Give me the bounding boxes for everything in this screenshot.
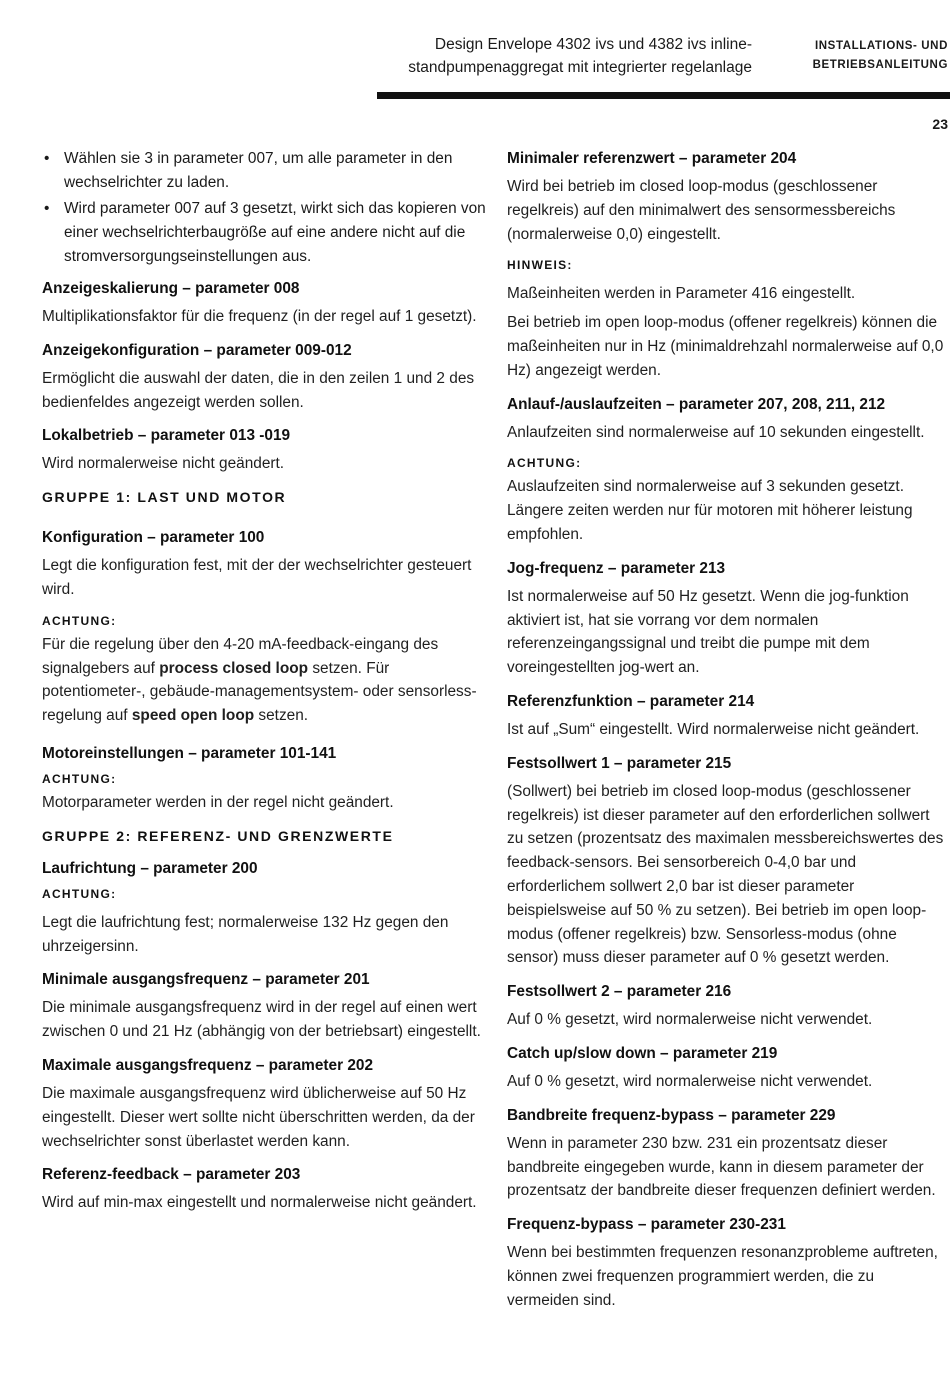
section-heading: Laufrichtung – parameter 200	[42, 859, 258, 877]
paragraph: Die minimale ausgangsfrequenz wird in der regel auf einen wert zwischen 0 und 21 Hz (abhängig von der betriebsart) eingestellt.	[42, 999, 481, 1041]
section-heading: Anzeigeskalierung – parameter 008	[42, 280, 300, 297]
note-text: Maßeinheiten werden in Parameter 416 eingestellt.	[507, 285, 856, 303]
text-span: setzen.	[254, 707, 309, 725]
note-label: HINWEIS:	[507, 258, 573, 273]
page-number: 23	[932, 116, 948, 132]
caution-label: ACHTUNG:	[42, 771, 117, 786]
paragraph: Anlaufzeiten sind normalerweise auf 10 sekunden eingestellt.	[507, 423, 925, 441]
paragraph: Wird normalerweise nicht geändert.	[42, 455, 285, 473]
section-heading: Bandbreite frequenz-bypass – parameter 229	[507, 1106, 836, 1124]
caution-label: ACHTUNG:	[507, 456, 582, 471]
bold-text: process closed loop	[159, 659, 309, 677]
section-heading: Minimaler referenzwert – parameter 204	[507, 150, 797, 167]
caution-label: ACHTUNG:	[42, 613, 117, 628]
caution-text: Auslaufzeiten sind normalerweise auf 3 sekunden gesetzt. Längere zeiten werden nur für motoren mit höherer leistung empfohlen.	[507, 478, 913, 543]
group-heading: GRUPPE 2: REFERENZ- UND GRENZWERTE	[42, 827, 394, 844]
section-heading: Anzeigekonfiguration – parameter 009-012	[42, 341, 352, 359]
section-heading: Minimale ausgangsfrequenz – parameter 201	[42, 971, 370, 989]
paragraph: Ist normalerweise auf 50 Hz gesetzt. Wenn die jog-funktion aktiviert ist, hat sie vorrang vor dem normalen referenzeingangssignal und treibt die pumpe mit dem voreingestellten jog-wert an.	[507, 587, 909, 677]
section-heading: Motoreinstellungen – parameter 101-141	[42, 744, 337, 762]
section-heading: Referenz-feedback – parameter 203	[42, 1166, 301, 1184]
paragraph: Wird bei betrieb im closed loop-modus (geschlossener regelkreis) auf den minimalwert des sensormessbereichs (normalerweise 0,0) eingestellt.	[507, 178, 896, 243]
header-title	[340, 33, 752, 79]
text-span: Für die regelung über den 4-20 mA-feedback-eingang des signalgebers auf	[42, 635, 439, 677]
section-heading: Festsollwert 1 – parameter 215	[507, 754, 732, 772]
header-doc-type	[790, 37, 948, 75]
section-heading: Frequenz-bypass – parameter 230-231	[507, 1216, 786, 1234]
paragraph: Auf 0 % gesetzt, wird normalerweise nicht verwendet.	[507, 1072, 873, 1090]
caution-label: ACHTUNG:	[42, 886, 117, 901]
paragraph: (Sollwert) bei betrieb im closed loop-modus (geschlossener regelkreis) ist dieser parameter auf den erforderlichen sollwert zu setzen (prozentsatz des maximalen messbereichswertes des feedback-sensors. Bei sensorbereich 0-4,0 bar und erforderlichem sollwert 2,0 bar ist dieser parameter beispielsweise auf 50 % zu setzen). Bei betrieb im open loop-modus (offener regelkreis) bzw. Sensorless-modus (ohne sensor) muss dieser parameter auf 0 % gesetzt werden.	[507, 782, 944, 967]
caution-text	[42, 633, 487, 728]
section-heading: Catch up/slow down – parameter 219	[507, 1044, 778, 1062]
paragraph: Legt die konfiguration fest, mit der der wechselrichter gesteuert wird.	[42, 557, 472, 598]
left-column	[42, 147, 487, 1225]
section-heading: Festsollwert 2 – parameter 216	[507, 983, 732, 1001]
paragraph: Legt die laufrichtung fest; normalerweise 132 Hz gegen den uhrzeigersinn.	[42, 913, 449, 955]
paragraph: Wenn in parameter 230 bzw. 231 ein prozentsatz dieser bandbreite eingegeben wurde, kann in diesem parameter der prozentsatz der bandbreite dieser frequenzen definiert werden.	[507, 1134, 936, 1200]
caution-text: Motorparameter werden in der regel nicht geändert.	[42, 793, 394, 811]
paragraph: Ist auf „Sum“ eingestellt. Wird normalerweise nicht geändert.	[507, 720, 920, 738]
section-heading: Lokalbetrieb – parameter 013 -019	[42, 427, 291, 445]
list-item: • Wählen sie 3 in parameter 007, um alle parameter in den wechselrichter zu laden.	[42, 147, 487, 195]
paragraph: Wird auf min-max eingestellt und normalerweise nicht geändert.	[42, 1194, 477, 1212]
bullet-list	[42, 147, 487, 269]
paragraph: Die maximale ausgangsfrequenz wird üblicherweise auf 50 Hz eingestellt. Dieser wert sollte nicht überschritten werden, da der wechselrichter sonst überlastet werden kann.	[42, 1084, 475, 1150]
section-heading: Anlauf-/auslaufzeiten – parameter 207, 208, 211, 212	[507, 395, 886, 413]
text-span: setzen. Für potentiometer-, gebäude-managementsystem- oder sensorless-regelung auf	[42, 659, 477, 725]
bold-text: speed open loop	[131, 707, 255, 725]
header-doc-type-line2: BETRIEBSANLEITUNG	[812, 59, 948, 71]
header-rule	[377, 92, 950, 99]
right-column	[507, 147, 947, 1323]
section-heading: Jog-frequenz – parameter 213	[507, 559, 726, 577]
section-heading: Konfiguration – parameter 100	[42, 529, 265, 547]
list-item: • Wird parameter 007 auf 3 gesetzt, wirkt sich das kopieren von einer wechselrichterbaugröße auf eine andere nicht auf die stromversorgungseinstellungen aus.	[42, 197, 487, 269]
paragraph: Ermöglicht die auswahl der daten, die in den zeilen 1 und 2 des bedienfeldes angezeigt werden sollen.	[42, 369, 475, 411]
paragraph: Auf 0 % gesetzt, wird normalerweise nicht verwendet.	[507, 1011, 873, 1029]
section-heading: Referenzfunktion – parameter 214	[507, 692, 755, 710]
note-text: Bei betrieb im open loop-modus (offener regelkreis) können die maßeinheiten nur in Hz (minimaldrehzahl normalerweise auf 0,0 Hz) angezeigt werden.	[507, 314, 944, 379]
paragraph: Wenn bei bestimmten frequenzen resonanzprobleme auftreten, können zwei frequenzen programmiert werden, die zu vermeiden sind.	[507, 1244, 938, 1309]
section-heading: Maximale ausgangsfrequenz – parameter 202	[42, 1056, 374, 1074]
header-doc-type-line1: INSTALLATIONS- UND	[814, 40, 948, 52]
group-heading: GRUPPE 1: LAST UND MOTOR	[42, 489, 287, 506]
header-title-line2: standpumpenaggregat mit integrierter regelanlage	[408, 59, 752, 76]
paragraph: Multiplikationsfaktor für die frequenz (in der regel auf 1 gesetzt).	[42, 308, 477, 325]
header-title-line1: Design Envelope 4302 ivs und 4382 ivs inline-	[434, 36, 752, 53]
